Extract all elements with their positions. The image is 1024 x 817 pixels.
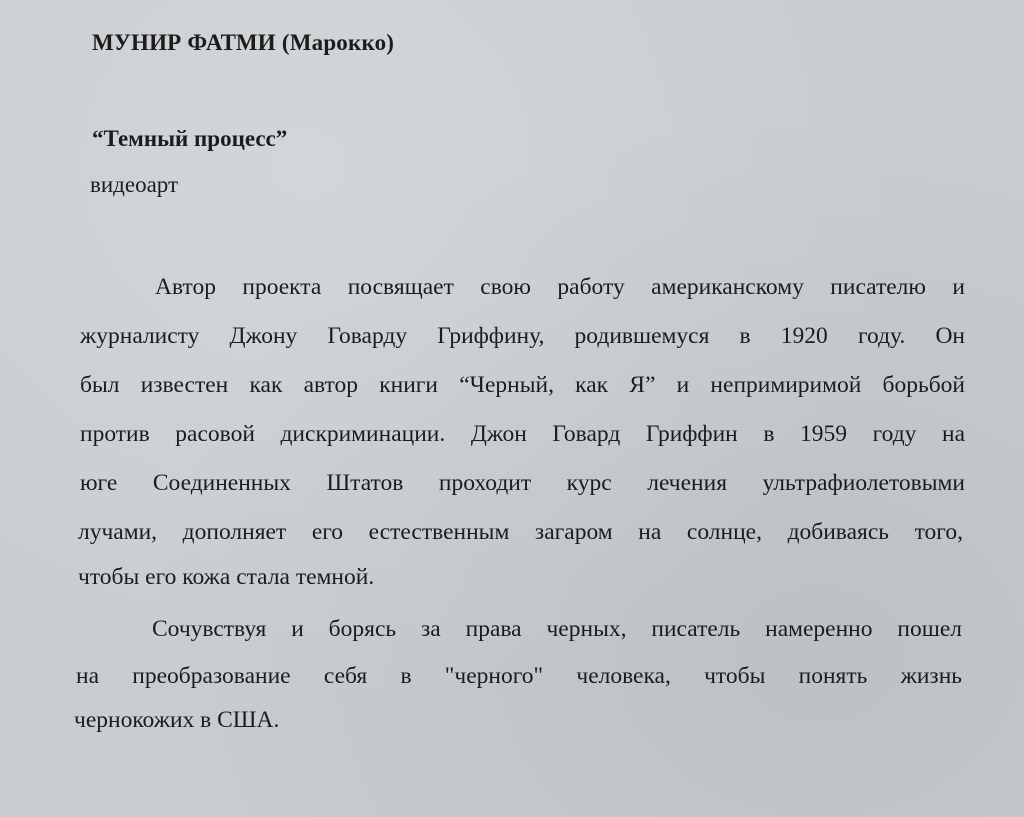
paragraph-1-line: был известен как автор книги “Черный, как Я” и непримиримой борьбой (80, 372, 965, 398)
paragraph-1-line: чтобы его кожа стала темной. (78, 564, 375, 590)
paragraph-2-line: Сочувствуя и борясь за права черных, писатель намеренно пошел (152, 616, 962, 642)
paragraph-1-line: юге Соединенных Штатов проходит курс лечения ультрафиолетовыми (80, 470, 965, 496)
paragraph-2-line: на преобразование себя в "черного" человека, чтобы понять жизнь (76, 663, 962, 689)
paragraph-1-line: Автор проекта посвящает свою работу американскому писателю и (155, 274, 965, 300)
author-heading: МУНИР ФАТМИ (Марокко) (92, 30, 395, 55)
paragraph-1-line: журналисту Джону Говарду Гриффину, родившемуся в 1920 году. Он (80, 323, 965, 349)
work-title: “Темный процесс” (92, 126, 288, 151)
paragraph-2-line: чернокожих в США. (74, 707, 280, 733)
paragraph-1-line: против расовой дискриминации. Джон Говард Гриффин в 1959 году на (80, 421, 965, 447)
medium-label: видеоарт (90, 172, 179, 197)
paragraph-1-line: лучами, дополняет его естественным загаром на солнце, добиваясь того, (78, 519, 963, 545)
